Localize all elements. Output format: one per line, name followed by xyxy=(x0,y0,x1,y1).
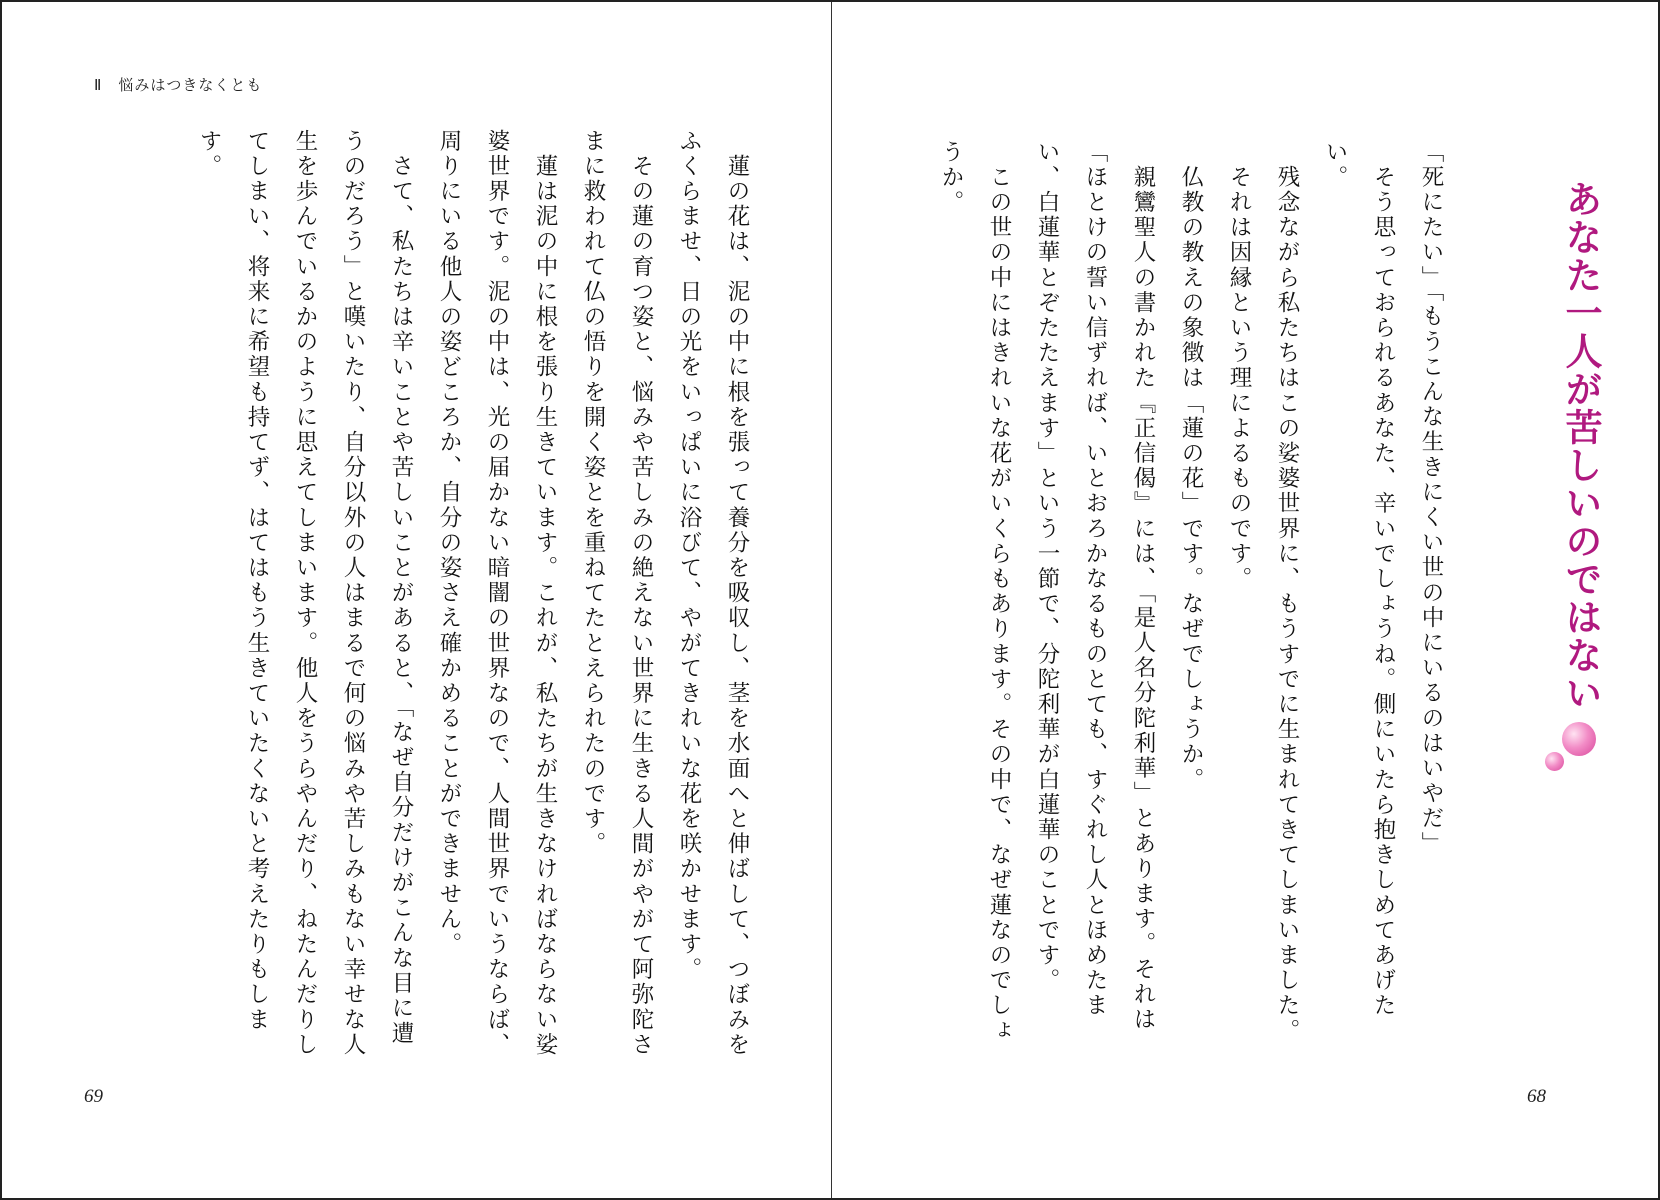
paragraph: その蓮の育つ姿と、悩みや苦しみの絶えない世界に生きる人間がやがて阿弥陀さまに救われて仏の悟りを開く姿とを重ねてたとえられたのです。 xyxy=(580,129,654,1058)
decorative-dot-icon xyxy=(1545,752,1564,771)
right-page xyxy=(832,2,1660,1198)
decorative-dot-icon xyxy=(1562,722,1596,756)
left-page-body xyxy=(185,129,761,1069)
left-page xyxy=(2,2,831,1198)
paragraph: 親鸞聖人の書かれた『正信偈』には、「是人名分陀利華」とあります。それは「ほとけの誓い信ずれば、いとおろかなるものとても、すぐれし人とほめたまい、白蓮華とぞたたえます」という一節で、分陀利華が白蓮華のことです。 xyxy=(1034,140,1156,1033)
paragraph: 蓮の花は、泥の中に根を張って養分を吸収し、茎を水面へと伸ばして、つぼみをふくらませ、日の光をいっぱいに浴びて、やがてきれいな花を咲かせます。 xyxy=(676,129,750,1058)
running-head: Ⅱ 悩みはつきなくとも xyxy=(94,76,263,94)
paragraph: 残念ながら私たちはこの娑婆世界に、もうすでに生まれてきてしまいました。 xyxy=(1274,140,1300,1044)
paragraph: そう思っておられるあなた、辛いでしょうね。側にいたら抱きしめてあげたい。 xyxy=(1322,140,1396,1019)
page-number-right: 68 xyxy=(1527,1086,1546,1107)
paragraph: 蓮は泥の中に根を張り生きています。これが、私たちが生きなければならない娑婆世界です。泥の中は、光の届かない暗闇の世界なので、人間世界でいうならば、周りにいる他人の姿どころか、自分の姿さえ確かめることができません。 xyxy=(436,129,558,1058)
paragraph: 仏教の教えの象徴は「蓮の花」です。なぜでしょうか。 xyxy=(1178,140,1204,793)
paragraph: この世の中にはきれいな花がいくらもあります。その中で、なぜ蓮なのでしょうか。 xyxy=(938,140,1012,1044)
page-number-left: 69 xyxy=(84,1086,103,1107)
paragraph: さて、私たちは辛いことや苦しいことがあると、「なぜ自分だけがこんな目に遭うのだろう」と嘆いたり、自分以外の人はまるで何の悩みや苦しみもない幸せな人生を歩んでいるかのように思えてしまいます。他人をうらやんだり、ねたんだりしてしまい、将来に希望も持てず、はてはもう生きていたくないと考えたりもします。 xyxy=(196,129,414,1058)
paragraph: それは因縁という理によるものです。 xyxy=(1226,140,1252,592)
right-page-body xyxy=(927,140,1455,1068)
paragraph: 「死にたい」「もうこんな生きにくい世の中にいるのはいやだ」 xyxy=(1418,140,1444,857)
chapter-title: あなた一人が苦しいのではない xyxy=(1559,180,1602,712)
